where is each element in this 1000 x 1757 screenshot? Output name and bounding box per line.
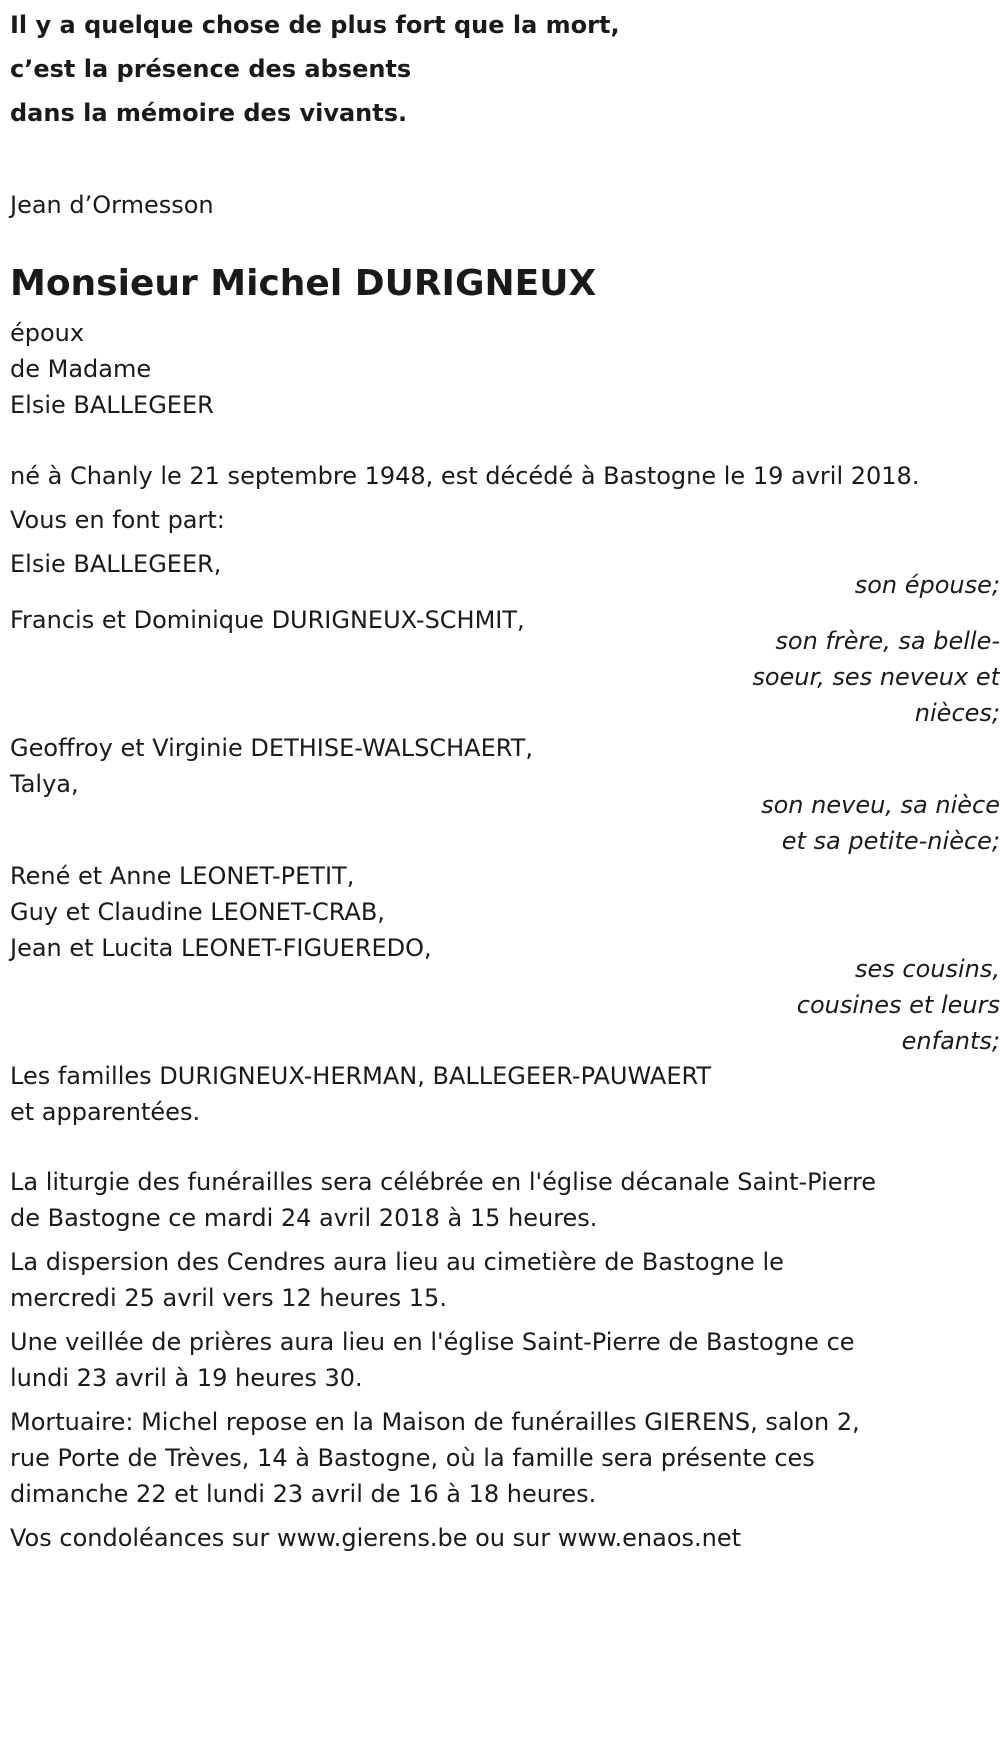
mortuary-line-2: rue Porte de Trèves, 14 à Bastogne, où la famille sera présente ces bbox=[10, 1444, 815, 1472]
family-3-name-1: Geoffroy et Virginie DETHISE-WALSCHAERT, bbox=[10, 734, 533, 762]
quote-author: Jean d’Ormesson bbox=[10, 191, 214, 219]
family-3-name-2: Talya, bbox=[10, 770, 79, 798]
quote-line-3: dans la mémoire des vivants. bbox=[10, 99, 408, 127]
dispersion-line-1: La dispersion des Cendres aura lieu au cimetière de Bastogne le bbox=[10, 1248, 784, 1276]
vigil-line-1: Une veillée de prières aura lieu en l'église Saint-Pierre de Bastogne ce bbox=[10, 1328, 855, 1356]
condolences-line: Vos condoléances sur www.gierens.be ou sur www.enaos.net bbox=[10, 1524, 742, 1552]
family-4-name-2: Guy et Claudine LEONET-CRAB, bbox=[10, 898, 385, 926]
family-4-relation-1: ses cousins, bbox=[854, 955, 1000, 983]
family-4-relation-3: enfants; bbox=[901, 1027, 1000, 1055]
family-3-relation-1: son neveu, sa nièce bbox=[761, 791, 1000, 819]
mortuary-line-1: Mortuaire: Michel repose en la Maison de funérailles GIERENS, salon 2, bbox=[10, 1408, 860, 1436]
spouse-line-2: de Madame bbox=[10, 355, 152, 383]
family-3-relation-2: et sa petite-nièce; bbox=[781, 827, 1000, 855]
family-4-name-1: René et Anne LEONET-PETIT, bbox=[10, 862, 355, 890]
quote-line-1: Il y a quelque chose de plus fort que la mort, bbox=[10, 11, 620, 39]
family-4-name-3: Jean et Lucita LEONET-FIGUEREDO, bbox=[10, 934, 432, 962]
announcement-intro: Vous en font part: bbox=[10, 506, 225, 534]
family-2-relation-1: son frère, sa belle- bbox=[775, 627, 1000, 655]
families-line-2: et apparentées. bbox=[10, 1098, 201, 1126]
mortuary-line-3: dimanche 22 et lundi 23 avril de 16 à 18 heures. bbox=[10, 1480, 597, 1508]
family-2-relation-2: soeur, ses neveux et bbox=[752, 663, 1000, 691]
spouse-line-3: Elsie BALLEGEER bbox=[10, 391, 214, 419]
family-2-relation-3: nièces; bbox=[914, 699, 1000, 727]
spouse-line-1: époux bbox=[10, 319, 85, 347]
family-4-relation-2: cousines et leurs bbox=[796, 991, 1000, 1019]
liturgy-line-1: La liturgie des funérailles sera célébrée en l'église décanale Saint-Pierre bbox=[10, 1168, 877, 1196]
birth-death-line: né à Chanly le 21 septembre 1948, est décédé à Bastogne le 19 avril 2018. bbox=[10, 462, 920, 490]
dispersion-line-2: mercredi 25 avril vers 12 heures 15. bbox=[10, 1284, 447, 1312]
vigil-line-2: lundi 23 avril à 19 heures 30. bbox=[10, 1364, 363, 1392]
quote-line-2: c’est la présence des absents bbox=[10, 55, 412, 83]
families-line-1: Les familles DURIGNEUX-HERMAN, BALLEGEER-PAUWAERT bbox=[10, 1062, 712, 1090]
liturgy-line-2: de Bastogne ce mardi 24 avril 2018 à 15 heures. bbox=[10, 1204, 598, 1232]
family-1-relation-1: son épouse; bbox=[854, 571, 1000, 599]
family-1-name-1: Elsie BALLEGEER, bbox=[10, 550, 222, 578]
deceased-name: Monsieur Michel DURIGNEUX bbox=[10, 263, 597, 304]
family-2-name-1: Francis et Dominique DURIGNEUX-SCHMIT, bbox=[10, 606, 525, 634]
